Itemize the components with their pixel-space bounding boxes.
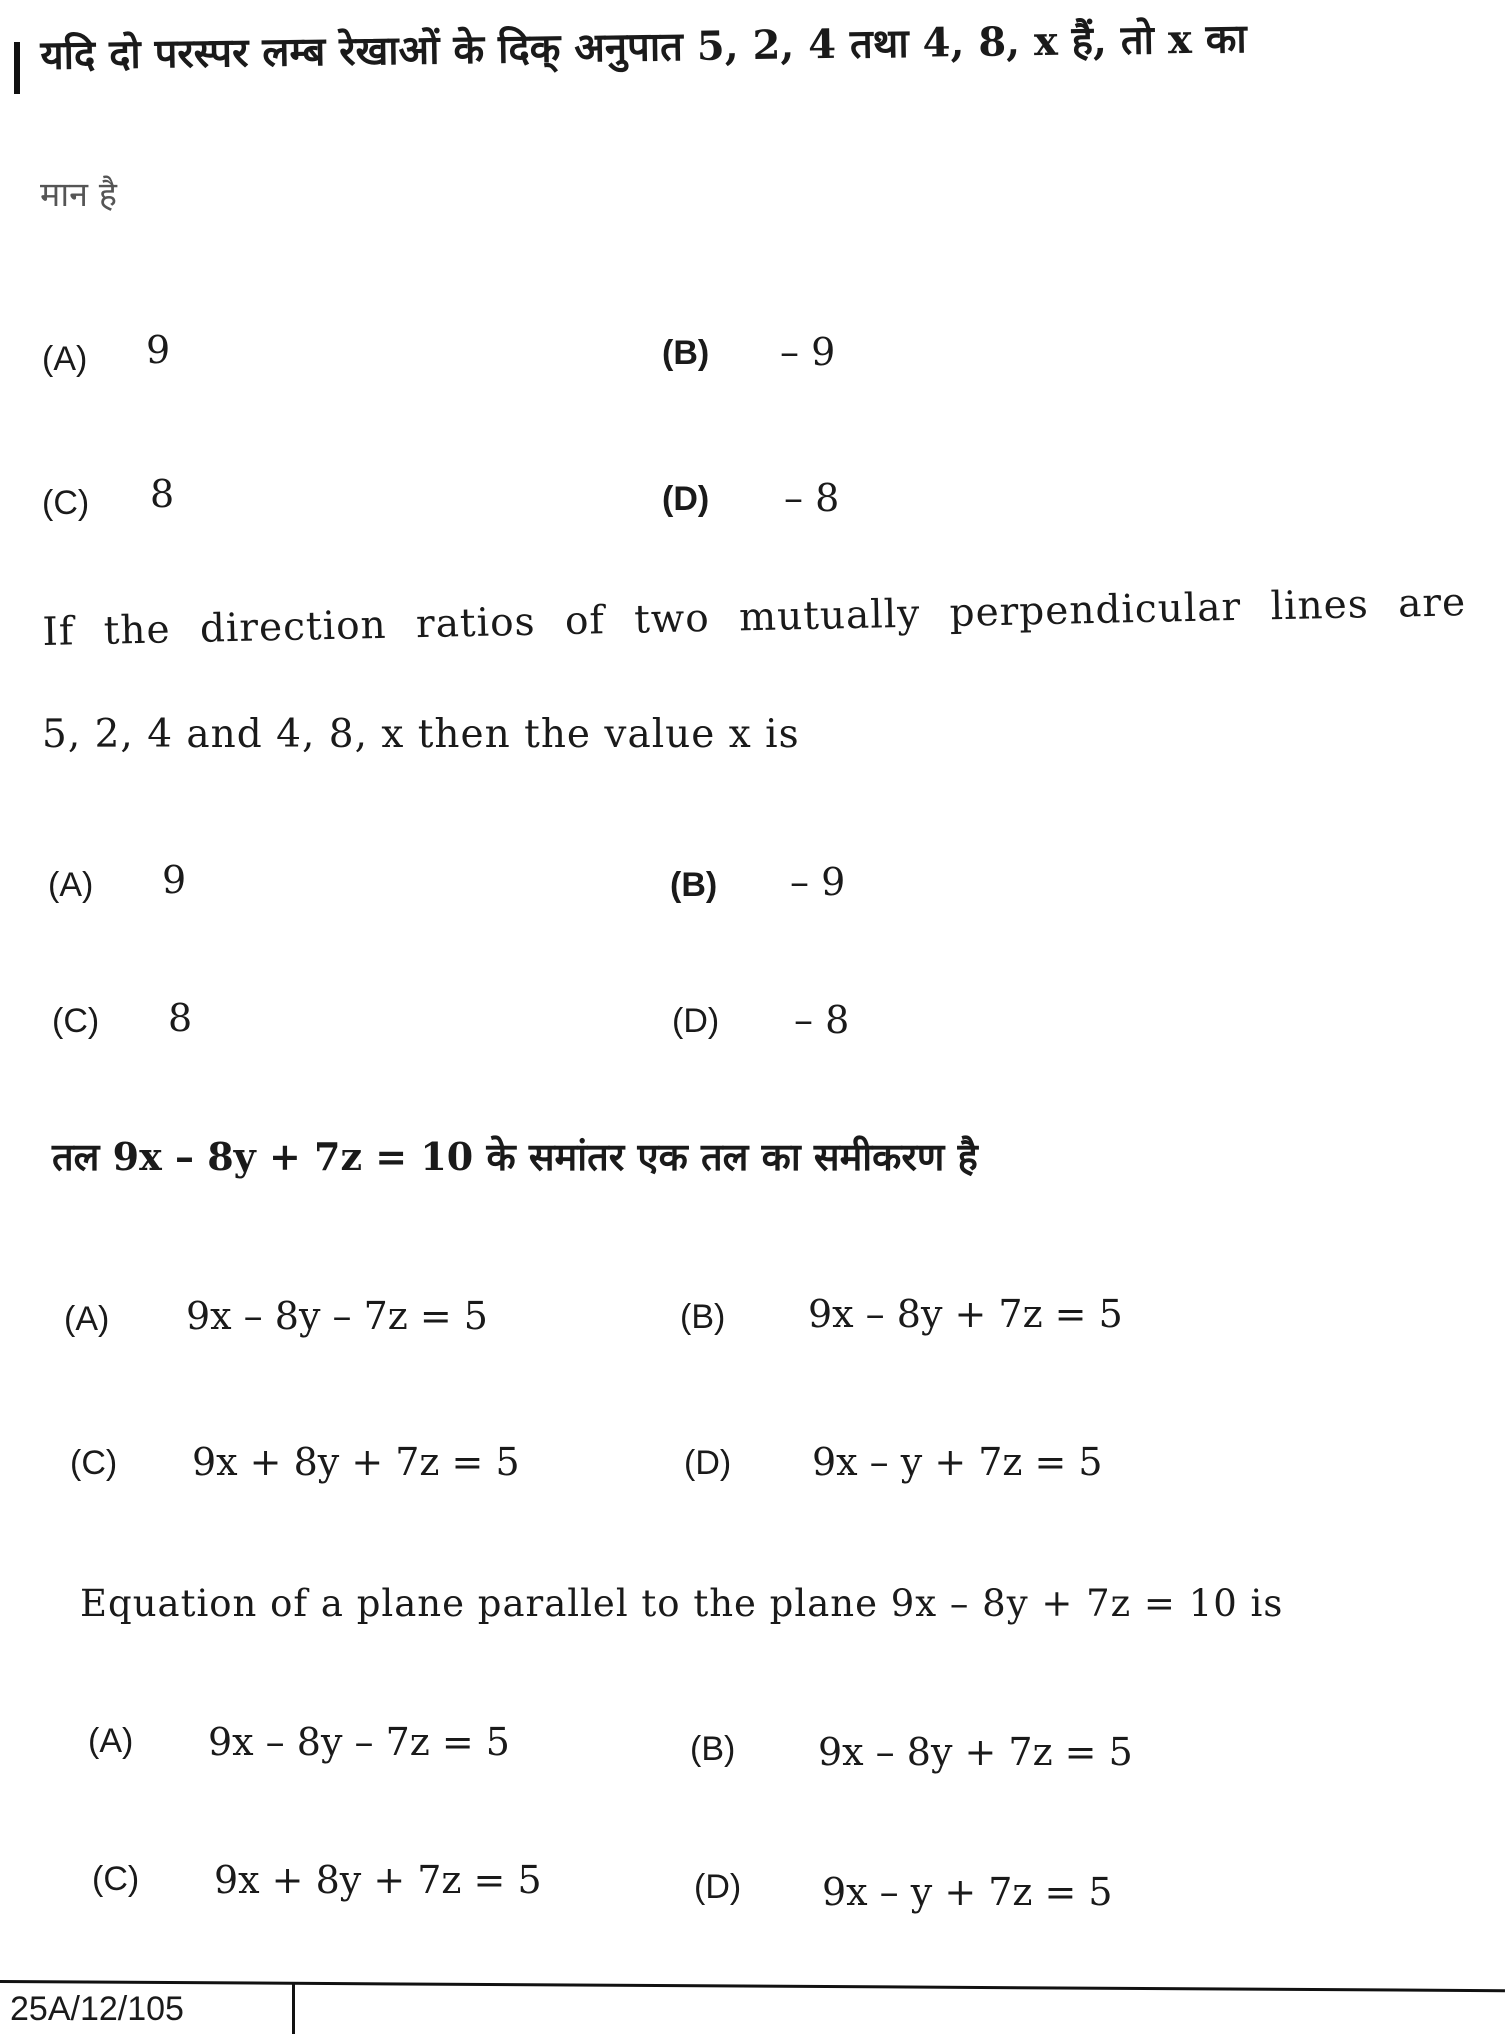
q2-en-option-a-label: (A) bbox=[88, 1722, 134, 1760]
footer-divider bbox=[292, 1982, 295, 2034]
q1-hi-option-b-label: (B) bbox=[662, 334, 710, 372]
q1-hi-option-c-value: 8 bbox=[150, 472, 175, 516]
margin-mark bbox=[14, 42, 20, 94]
q1-en-option-b-value: – 9 bbox=[790, 860, 846, 904]
q2-hi-option-d-value: 9x – y + 7z = 5 bbox=[812, 1440, 1103, 1484]
q1-en-option-a-value: 9 bbox=[162, 858, 187, 902]
q1-english-line2: 5, 2, 4 and 4, 8, x then the value x is bbox=[42, 712, 800, 757]
q1-hi-option-a-label: (A) bbox=[42, 340, 88, 378]
q2-en-option-b-value: 9x – 8y + 7z = 5 bbox=[818, 1730, 1133, 1774]
q1-hi-option-d-label: (D) bbox=[662, 480, 710, 518]
q2-hi-option-a-label: (A) bbox=[64, 1300, 110, 1338]
q1-en-option-a-label: (A) bbox=[48, 866, 94, 904]
q1-hindi-line2: मान है bbox=[40, 175, 117, 215]
q2-en-option-d-value: 9x – y + 7z = 5 bbox=[822, 1870, 1113, 1914]
q1-hi-option-c-label: (C) bbox=[42, 484, 90, 522]
q1-english-line1: If the direction ratios of two mutually perpendicular lines are bbox=[42, 580, 1467, 655]
q2-hi-option-b-label: (B) bbox=[680, 1298, 726, 1336]
q2-hi-option-d-label: (D) bbox=[684, 1444, 732, 1482]
q1-en-option-b-label: (B) bbox=[670, 866, 718, 904]
q1-hi-option-d-value: – 8 bbox=[784, 476, 840, 520]
q2-english-line1: Equation of a plane parallel to the plane 9x – 8y + 7z = 10 is bbox=[80, 1582, 1284, 1625]
q2-hindi-line1: तल 9x – 8y + 7z = 10 के समांतर एक तल का समीकरण है bbox=[52, 1134, 978, 1179]
page-code: 25A/12/105 bbox=[10, 1990, 184, 2028]
q1-en-option-c-label: (C) bbox=[52, 1002, 100, 1040]
q2-hi-option-c-value: 9x + 8y + 7z = 5 bbox=[192, 1440, 520, 1484]
q1-hindi-line1: यदि दो परस्पर लम्ब रेखाओं के दिक् अनुपात 5, 2, 4 तथा 4, 8, x हैं, तो x का bbox=[40, 15, 1248, 79]
q1-en-option-c-value: 8 bbox=[168, 996, 193, 1040]
q1-hi-option-b-value: – 9 bbox=[780, 330, 836, 374]
q1-en-option-d-value: – 8 bbox=[794, 998, 850, 1042]
q2-hi-option-c-label: (C) bbox=[70, 1444, 118, 1482]
q2-en-option-a-value: 9x – 8y – 7z = 5 bbox=[208, 1720, 510, 1764]
q2-en-option-d-label: (D) bbox=[694, 1868, 742, 1906]
q2-hi-option-a-value: 9x – 8y – 7z = 5 bbox=[186, 1294, 488, 1338]
footer-top-rule bbox=[0, 1980, 1505, 1992]
q1-en-option-d-label: (D) bbox=[672, 1002, 720, 1040]
q2-en-option-c-value: 9x + 8y + 7z = 5 bbox=[214, 1858, 542, 1902]
q1-hi-option-a-value: 9 bbox=[146, 328, 171, 372]
q2-en-option-b-label: (B) bbox=[690, 1730, 736, 1768]
q2-en-option-c-label: (C) bbox=[92, 1860, 140, 1898]
q2-hi-option-b-value: 9x – 8y + 7z = 5 bbox=[808, 1292, 1123, 1336]
